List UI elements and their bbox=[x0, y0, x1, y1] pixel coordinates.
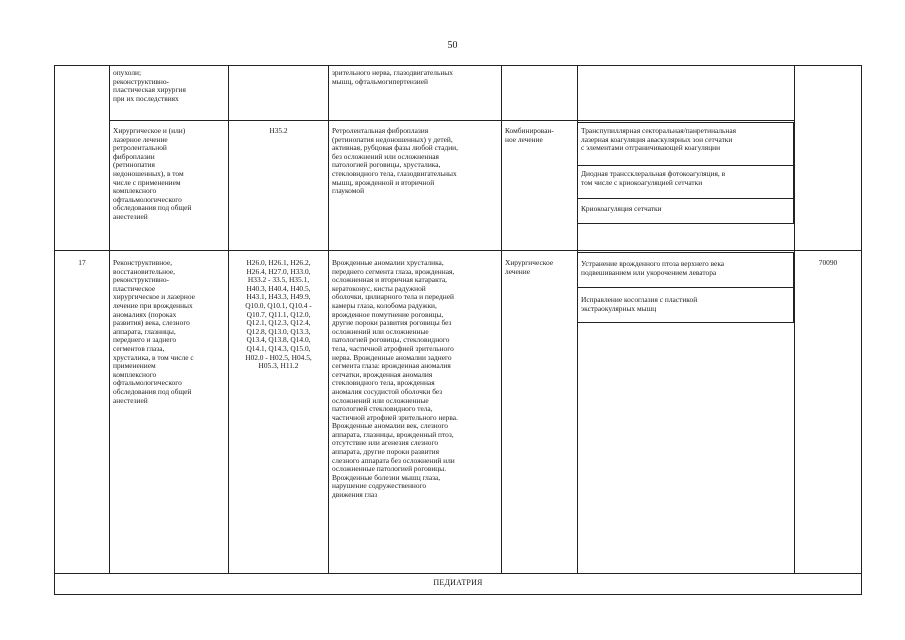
row17-model: Врожденные аномалии хрусталика, переднего сегмента глаза, врожденная, осложненная и вторичная катаракта, кератоконус, кисты радужной оболочки, цилиарного тела и передней камеры глаза, колобома радужки, врожденное помутнение роговицы, другие пороки развития роговицы без осложнений или осложненные патологией роговицы, стекловидного тела, частичной атрофией зрительного нерва. Врожденные аномалии заднего сегмента глаза: врожденная аномалия сетчатки, врожденная аномалия стекловидного тела, врожденная аномалия сосудистой оболочки без осложнений или осложненные патологией стекловидного тела, частичной атрофией зрительного нерва. Врожденные аномалии век, слезного аппарата, глазницы, врожденный птоз, отсутствие или агенезия слезного аппарата, другие пороки развития слезного аппарата без осложнений или осложненные патологией роговицы. Врожденные болезни мышц глаза, нарушение содружественного движения глаз bbox=[332, 259, 458, 500]
row17-cost: 70090 bbox=[818, 259, 838, 267]
row17-number: 17 bbox=[78, 259, 86, 267]
row17-method-box-1 bbox=[577, 252, 794, 288]
row17-codes: H26.0, H26.1, H26.2, H26.4, H27.0, H33.0, H33.2 - 33.5, H35.1, H40.3, H40.4, H40.5, H43.1, H43.3, H49.9, Q10.0, Q10.1, Q10.4 - Q10.7, Q11.1, Q12.0, Q12.1, Q12.3, Q12.4, Q12.8, Q13.0, Q13.3, Q13.4, Q13.8, Q14.0, Q14.1, Q14.3, Q15.0, H02.0 - H02.5, H04.5, H05.3, H11.2 bbox=[245, 259, 312, 371]
row17-method-2: Исправление косоглазия с пластикой экстраокулярных мышц bbox=[581, 296, 698, 313]
row17-name: Реконструктивное, восстановительное, реконструктивно- пластическое хирургическое и лазерное лечение при врожденных аномалиях (пороках развития) века, слезного аппарата, глазницы, переднего и заднего сегментов глаза, хрусталика, в том числе с применением комплексного офтальмологического обследования под общей анестезией bbox=[113, 259, 195, 405]
section-title: ПЕДИАТРИЯ bbox=[433, 578, 483, 587]
retino-method-2: Диодная транссклеральная фотокоагуляция, в том числе с криокоагуляцией сетчатки bbox=[581, 170, 726, 187]
col-divider-codes bbox=[328, 66, 329, 573]
top-row-model: зрительного нерва, глазодвигательных мышц, офтальмогипертензией bbox=[332, 69, 453, 86]
retino-row-treatment-type: Комбинирован- ное лечение bbox=[505, 127, 554, 144]
retino-method-box-3 bbox=[577, 198, 794, 224]
retino-row-codes: H35.2 bbox=[269, 127, 288, 135]
retino-method-box-2 bbox=[577, 165, 794, 199]
row-divider-top bbox=[109, 120, 794, 121]
col-divider-number bbox=[109, 66, 110, 573]
medical-care-table bbox=[54, 65, 862, 595]
retino-method-3: Криокоагуляция сетчатки bbox=[581, 205, 662, 213]
retino-method-1: Транспупиллярная секторальная/панретинальная лазерная коагуляция аваскулярных зон сетчатки с элементами отграничивающей коагуляции bbox=[581, 127, 737, 153]
col-divider-name bbox=[228, 66, 229, 573]
row17-method-1: Устранение врожденного птоза верхнего века подвешиванием или укорочением леватора bbox=[581, 260, 725, 277]
retino-method-box-1 bbox=[577, 122, 794, 166]
retino-row-model: Ретролентальная фиброплазия (ретинопатия недоношенных) у детей, активная, рубцовая фазы любой стадии, без осложнений или осложненная патологией роговицы, хрусталика, стекловидного тела, глазодвигательных мышц, врожденной и вторичной глаукомой bbox=[332, 127, 458, 196]
row17-treatment-type: Хирургическое лечение bbox=[505, 259, 554, 276]
row-divider-section bbox=[55, 573, 861, 574]
row-divider-17 bbox=[55, 250, 861, 251]
row17-method-box-2 bbox=[577, 287, 794, 323]
col-divider-model bbox=[501, 66, 502, 573]
retino-row-name: Хирургическое и (или) лазерное лечение ретролентальной фиброплазии (ретинопатия недоношенных), в том числе с применением комплексного офтальмологического обследования под общей анестезией bbox=[113, 127, 192, 221]
col-divider-method bbox=[794, 66, 795, 573]
top-row-name: опухоли; реконструктивно- пластическая хирургия при их последствиях bbox=[113, 69, 186, 103]
page-number: 50 bbox=[447, 40, 458, 51]
